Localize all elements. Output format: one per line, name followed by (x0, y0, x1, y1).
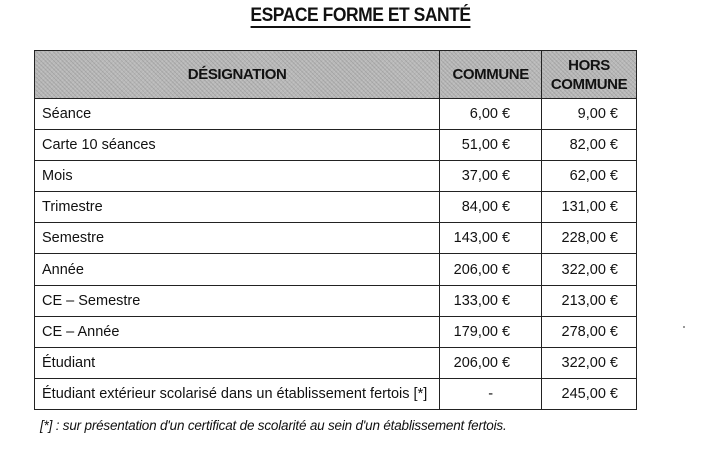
document-title (29, 5, 692, 27)
scan-speck (683, 326, 685, 328)
table-row (35, 223, 637, 254)
row-designation: Séance (35, 99, 440, 130)
row-price-commune: 51,00 € (440, 130, 542, 161)
header-hors-line2: COMMUNE (550, 75, 628, 93)
footnote: [*] : sur présentation d'un certificat de scolarité au sein d'un établissement fertois. (40, 418, 507, 433)
row-price-hors-commune: 82,00 € (542, 130, 637, 161)
table-row (35, 130, 637, 161)
row-price-commune: 6,00 € (440, 99, 542, 130)
row-price-commune: 84,00 € (440, 192, 542, 223)
row-price-commune: - (440, 378, 542, 409)
table-row (35, 254, 637, 285)
row-price-hors-commune: 213,00 € (542, 285, 637, 316)
table-row (35, 347, 637, 378)
row-price-commune: 143,00 € (440, 223, 542, 254)
row-designation: CE – Semestre (35, 285, 440, 316)
price-table-header (35, 51, 637, 99)
row-price-hors-commune: 322,00 € (542, 254, 637, 285)
row-price-hors-commune: 245,00 € (542, 378, 637, 409)
row-price-commune: 37,00 € (440, 161, 542, 192)
header-row (35, 51, 637, 99)
row-price-hors-commune: 322,00 € (542, 347, 637, 378)
header-designation: DÉSIGNATION (35, 51, 440, 99)
header-hors-commune (542, 51, 637, 99)
table-row (35, 285, 637, 316)
row-designation: Année (35, 254, 440, 285)
table-row (35, 192, 637, 223)
row-price-hors-commune: 228,00 € (542, 223, 637, 254)
row-price-commune: 206,00 € (440, 347, 542, 378)
document-title-text: ESPACE FORME ET SANTÉ (250, 5, 471, 26)
table-row (35, 99, 637, 130)
row-price-hors-commune: 62,00 € (542, 161, 637, 192)
row-price-hors-commune: 278,00 € (542, 316, 637, 347)
row-designation: Semestre (35, 223, 440, 254)
row-designation: Étudiant extérieur scolarisé dans un établissement fertois [*] (35, 378, 440, 409)
row-price-commune: 206,00 € (440, 254, 542, 285)
row-designation: CE – Année (35, 316, 440, 347)
row-price-commune: 133,00 € (440, 285, 542, 316)
row-price-hors-commune: 131,00 € (542, 192, 637, 223)
row-designation: Trimestre (35, 192, 440, 223)
header-commune: COMMUNE (440, 51, 542, 99)
price-table (34, 50, 637, 410)
row-price-hors-commune: 9,00 € (542, 99, 637, 130)
row-designation: Étudiant (35, 347, 440, 378)
row-designation: Carte 10 séances (35, 130, 440, 161)
row-price-commune: 179,00 € (440, 316, 542, 347)
row-designation: Mois (35, 161, 440, 192)
table-row (35, 161, 637, 192)
price-table-body (35, 99, 637, 410)
table-row (35, 378, 637, 409)
header-hors-line1: HORS (568, 56, 610, 74)
table-row (35, 316, 637, 347)
